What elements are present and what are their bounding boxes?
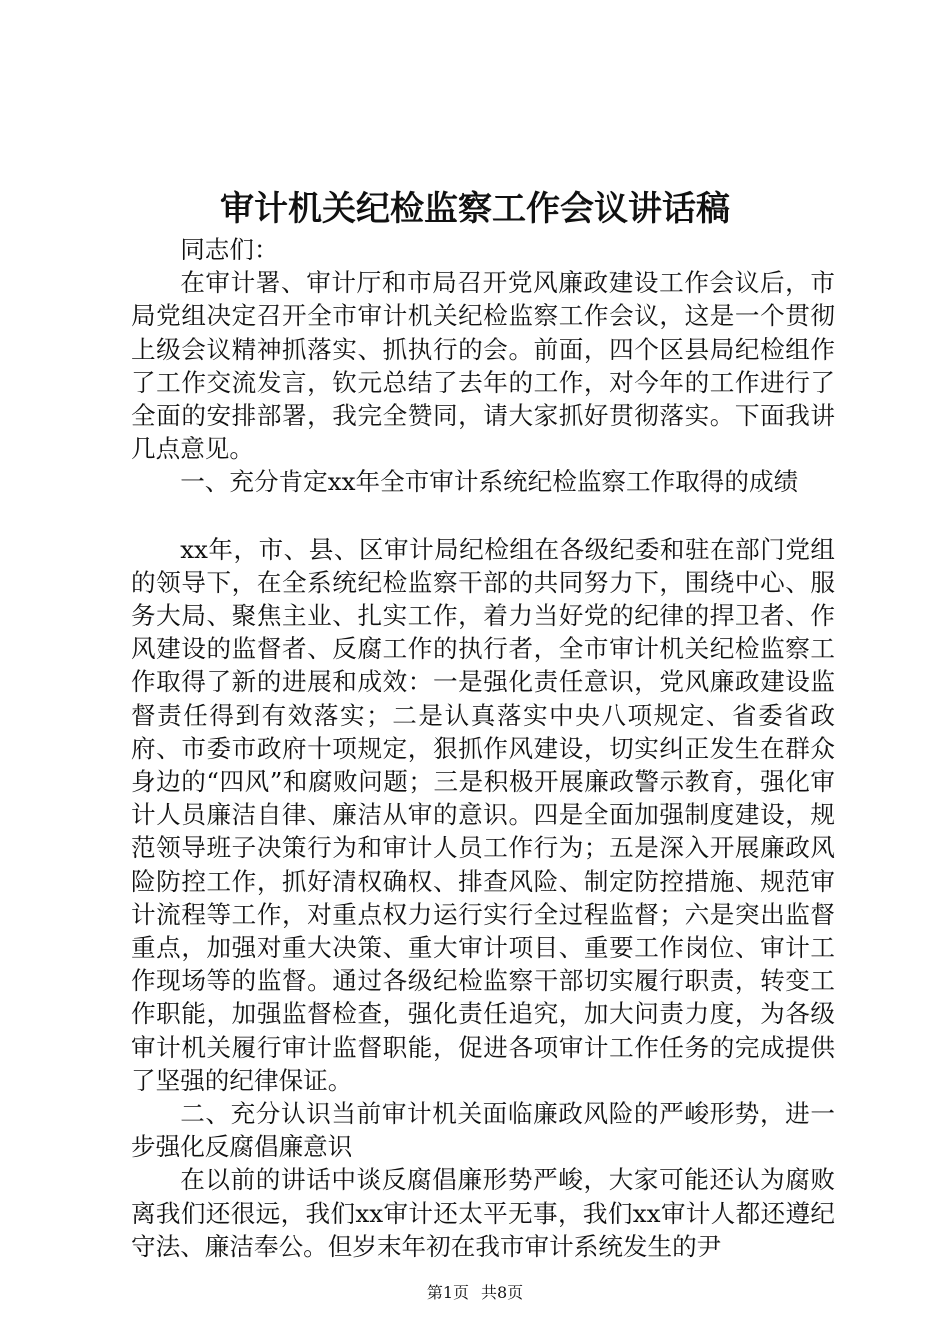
page-footer <box>0 1282 950 1304</box>
document-body <box>131 233 835 1263</box>
section-heading-2: 二、充分认识当前审计机关面临廉政风险的严峻形势，进一步强化反腐倡廉意识 <box>131 1099 835 1162</box>
page-total: 共8页 <box>481 1283 524 1302</box>
blank-line <box>131 499 835 533</box>
paragraph-opening: 在审计署、审计厅和市局召开党风廉政建设工作会议后，市局党组决定召开全市审计机关纪检监察工作会议，这是一个贯彻上级会议精神抓落实、抓执行的会。前面，四个区县局纪检组作了工作交流发言，钦元总结了去年的工作，对今年的工作进行了全面的安排部署，我完全赞同，请大家抓好贯彻落实。下面我讲几点意见。 <box>131 268 835 464</box>
paragraph-situation: 在以前的讲话中谈反腐倡廉形势严峻，大家可能还认为腐败离我们还很远，我们xx审计还太平无事，我们xx审计人都还遵纪守法、廉洁奉公。但岁末年初在我市审计系统发生的尹 <box>131 1165 835 1261</box>
salutation: 同志们： <box>180 235 279 264</box>
document-title: 审计机关纪检监察工作会议讲话稿 <box>220 189 730 229</box>
paragraph-achievements: xx年，市、县、区审计局纪检组在各级纪委和驻在部门党组的领导下，在全系统纪检监察干部的共同努力下，围绕中心、服务大局、聚焦主业、扎实工作，着力当好党的纪律的捍卫者、作风建设的监督者、反腐工作的执行者，全市审计机关纪检监察工作取得了新的进展和成效：一是强化责任意识，党风廉政建设监督责任得到有效落实；二是认真落实中央八项规定、省委省政府、市委市政府十项规定，狠抓作风建设，切实纠正发生在群众身边的“四风”和腐败问题；三是积极开展廉政警示教育，强化审计人员廉洁自律、廉洁从审的意识。四是全面加强制度建设，规范领导班子决策行为和审计人员工作行为；五是深入开展廉政风险防控工作，抓好清权确权、排查风险、制定防控措施、规范审计流程等工作，对重点权力运行实行全过程监督；六是突出监督重点，加强对重大决策、重大审计项目、重要工作岗位、审计工作现场等的监督。通过各级纪检监察干部切实履行职责，转变工作职能，加强监督检查，强化责任追究，加大问责力度，为各级审计机关履行审计监督职能，促进各项审计工作任务的完成提供了坚强的纪律保证。 <box>131 534 835 1095</box>
page-number: 第1页 <box>426 1283 469 1302</box>
section-heading-1: 一、充分肯定xx年全市审计系统纪检监察工作取得的成绩 <box>180 467 799 497</box>
